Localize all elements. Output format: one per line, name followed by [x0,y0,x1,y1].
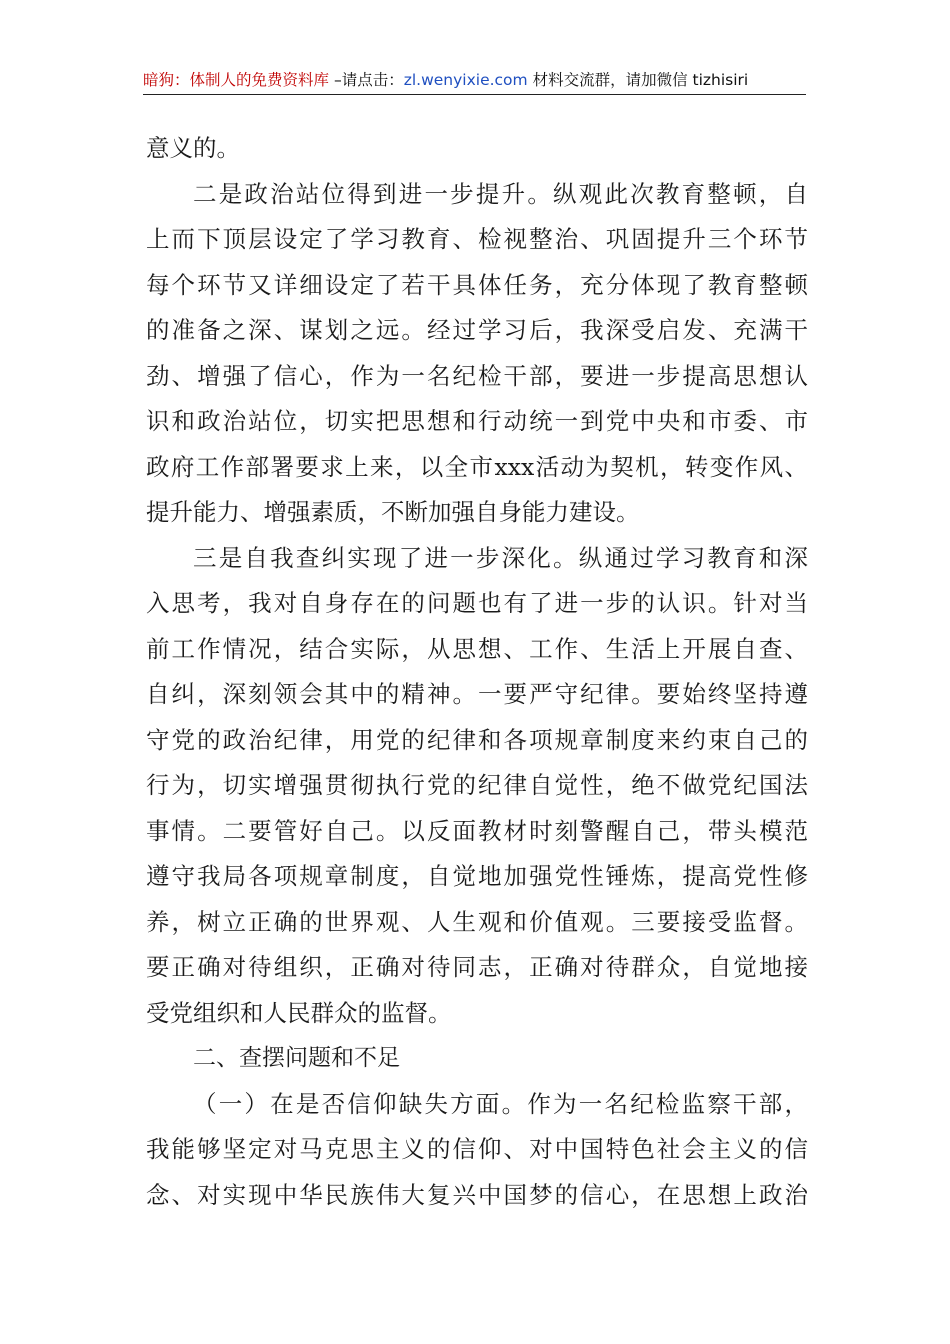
paragraph-line: （一）在是否信仰缺失方面。作为一名纪检监察干部， [193,1089,808,1118]
paragraph-line: 入思考，我对自身存在的问题也有了进一步的认识。针对当 [146,589,808,617]
paragraph-line: 受党组织和人民群众的监督。 [146,998,452,1027]
document-body [146,126,808,1218]
paragraph-line: 提升能力、增强素质，不断加强自身能力建设。 [146,498,640,526]
paragraph-line: 养，树立正确的世界观、人生观和价值观。三要接受监督。 [146,907,808,936]
paragraph-line: 三是自我查纠实现了进一步深化。纵通过学习教育和深 [193,543,808,572]
paragraph-line: 每个环节又详细设定了若干具体任务，充分体现了教育整顿 [146,270,808,299]
paragraph-line: 的准备之深、谋划之远。经过学习后，我深受启发、充满干 [146,316,808,344]
header-site-name: 暗狗：体制人的免费资料库 [143,71,330,89]
paragraph-line: 识和政治站位，切实把思想和行动统一到党中央和市委、市 [146,407,808,435]
paragraph-line: 遵守我局各项规章制度，自觉地加强党性锤炼，提高党性修 [146,862,808,890]
header-link[interactable]: zl.wenyixie.com [403,71,528,89]
paragraph-line: 事情。二要管好自己。以反面教材时刻警醒自己，带头模范 [146,816,808,845]
header-wechat-note: 材料交流群，请加微信 tizhisiri [527,71,749,89]
paragraph-line: 守党的政治纪律，用党的纪律和各项规章制度来约束自己的 [146,725,808,754]
paragraph-line: 意义的。 [146,134,240,162]
paragraph-line: 二是政治站位得到进一步提升。纵观此次教育整顿，自 [193,179,808,208]
paragraph-line: 政府工作部署要求上来，以全市xxx活动为契机，转变作风、 [146,452,808,481]
paragraph-line: 行为，切实增强贯彻执行党的纪律自觉性，绝不做党纪国法 [146,771,808,799]
paragraph-line: 念、对实现中华民族伟大复兴中国梦的信心，在思想上政治 [146,1180,808,1209]
page-header [143,66,806,95]
paragraph-line: 上而下顶层设定了学习教育、检视整治、巩固提升三个环节 [146,225,808,253]
header-click-prompt: –请点击： [329,71,404,89]
paragraph-line: 要正确对待组织，正确对待同志，正确对待群众，自觉地接 [146,953,808,981]
paragraph-line: 劲、增强了信心，作为一名纪检干部，要进一步提高思想认 [146,361,808,390]
section-heading: 二、查摆问题和不足 [193,1045,400,1071]
paragraph-line: 前工作情况，结合实际，从思想、工作、生活上开展自查、 [146,634,808,663]
paragraph-line: 我能够坚定对马克思主义的信仰、对中国特色社会主义的信 [146,1135,808,1163]
paragraph-line: 自纠，深刻领会其中的精神。一要严守纪律。要始终坚持遵 [146,680,808,708]
